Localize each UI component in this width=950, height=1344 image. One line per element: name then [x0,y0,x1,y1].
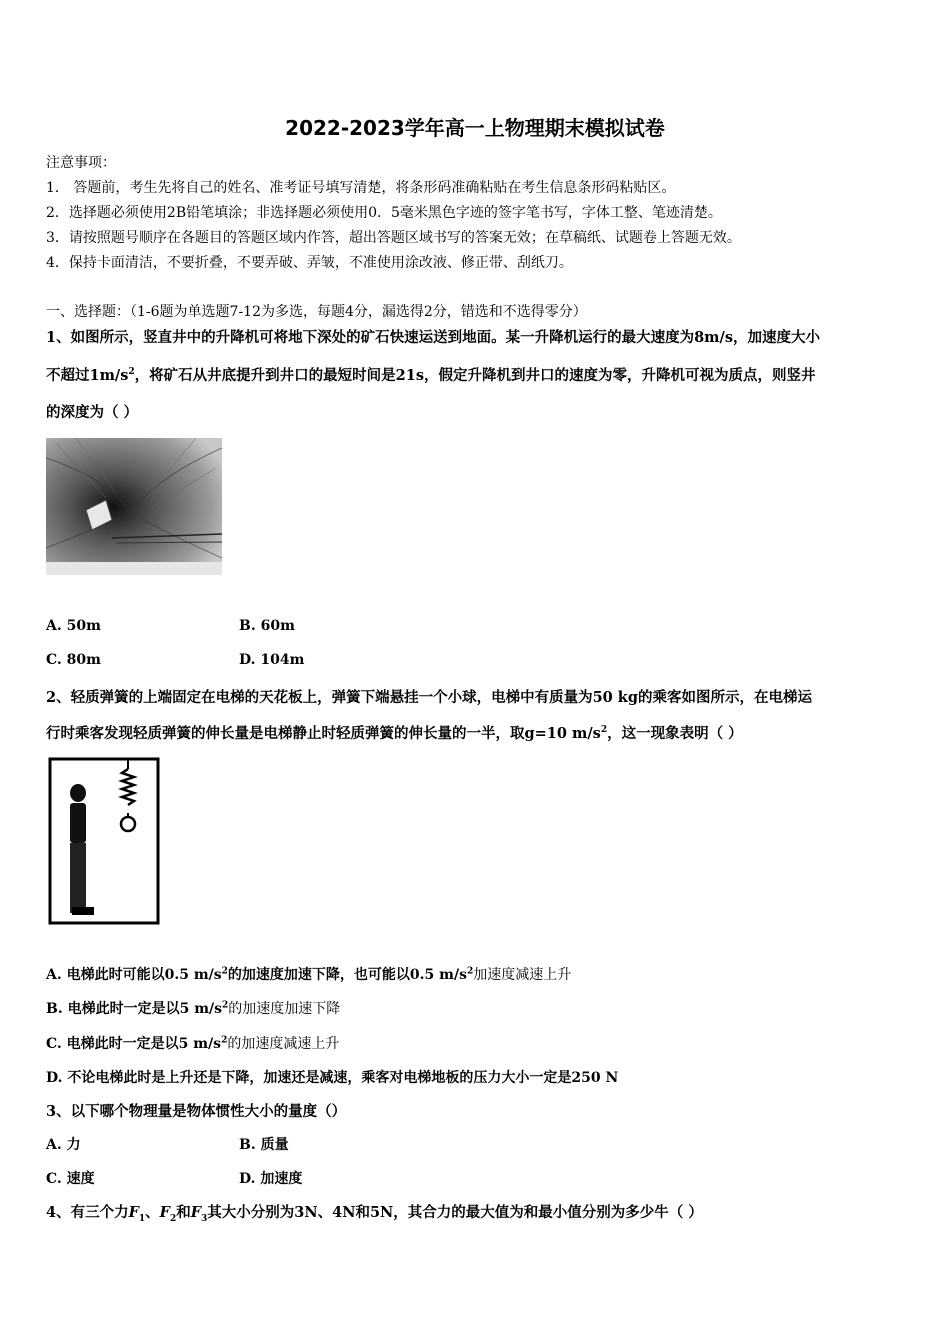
q3-option-c[interactable]: C. 速度 [46,1171,95,1187]
q1-option-b[interactable]: B. 60m [239,618,295,634]
notice-item-3: 3．请按照题号顺序在各题目的答题区域内作答，超出答题区域书写的答案无效；在草稿纸、试题卷上答题无效。 [46,230,741,246]
q3-option-a[interactable]: A. 力 [46,1137,81,1153]
q2-line-1: 2、轻质弹簧的上端固定在电梯的天花板上，弹簧下端悬挂一个小球，电梯中有质量为50 kg的乘客如图所示，在电梯运 [46,689,812,706]
elevator-spring-figure [48,757,160,925]
mine-shaft-figure [46,438,222,575]
q1-option-d[interactable]: D. 104m [239,652,305,668]
notice-item-2: 2．选择题必须使用2B铅笔填涂；非选择题必须使用0．5毫米黑色字迹的签字笔书写，字体工整、笔迹清楚。 [46,205,722,221]
q1-line-2: 不超过$1m/s^2$，将矿石从井底提升到井口的最短时间是21s，假定升降机到井口的速度为零，升降机可视为质点，则竖井 [46,367,816,384]
q3-option-d[interactable]: D. 加速度 [239,1171,303,1187]
q1-line-1: 1、如图所示，竖直井中的升降机可将地下深处的矿石快速运送到地面。某一升降机运行的最大速度为8m/s，加速度大小 [46,329,820,346]
page-title: 2022-2023学年高一上物理期末模拟试卷 [285,116,665,140]
q2-option-b[interactable]: B. 电梯此时一定是以5 $m/s^2$的加速度加速下降 [46,1000,341,1017]
q2-option-a[interactable]: A. 电梯此时可能以0.5 $m/s^2$的加速度加速下降，也可能以0.5 $m/s^2$加速度减速上升 [46,966,572,983]
q1-line-3: 的深度为（ ） [46,404,139,421]
section-heading: 一、选择题：（1-6题为单选题7-12为多选，每题4分，漏选得2分，错选和不选得零分） [46,304,587,320]
q4-text: 4、有三个力$F_1$、$F_2$和$F_3$其大小分别为3N、4N和5N，其合力的最大值为和最小值分别为多少牛（ ） [46,1204,703,1224]
q2-line-2: 行时乘客发现轻质弹簧的伸长量是电梯静止时轻质弹簧的伸长量的一半，取g=10 $m/s^2$，这一现象表明（ ） [46,725,743,742]
q2-option-c[interactable]: C. 电梯此时一定是以5 $m/s^2$的加速度减速上升 [46,1035,340,1052]
notice-item-4: 4．保持卡面清洁，不要折叠，不要弄破、弄皱，不准使用涂改液、修正带、刮纸刀。 [46,255,573,271]
q1-option-c[interactable]: C. 80m [46,652,101,668]
q1-option-a[interactable]: A. 50m [46,618,101,634]
notice-item-1: 1． 答题前，考生先将自己的姓名、准考证号填写清楚，将条形码准确粘贴在考生信息条形码粘贴区。 [46,180,676,196]
q2-option-d[interactable]: D. 不论电梯此时是上升还是下降，加速还是减速，乘客对电梯地板的压力大小一定是250 N [46,1070,619,1086]
q3-text: 3、以下哪个物理量是物体惯性大小的量度（） [46,1103,347,1120]
notice-heading: 注意事项： [46,155,116,171]
q3-option-b[interactable]: B. 质量 [239,1137,289,1153]
